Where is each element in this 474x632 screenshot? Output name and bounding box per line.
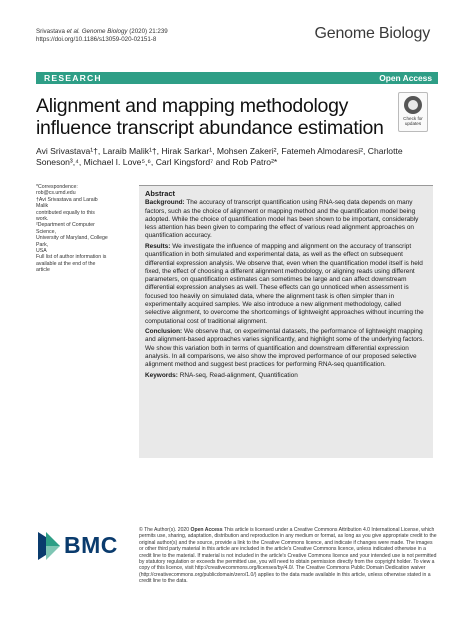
abstract-results: Results: We investigate the influence of mapping and alignment on the accuracy of transcript quantification in both simulated and experimental data, as well as the effect on subsequent differential expression analysis. We observe that, even when the quantification model itself is held fixed, the effect of choosing a different alignment methodology, or aligning reads using different parameters, on quantification estimates can sometimes be large and can affect downstream differential expression analyses as well. These effects can go unnoticed when assessment is focused too heavily on simulated data, where the alignment task is often simpler than in experimentally acquired samples. We also introduce a new alignment methodology, called selective alignment, to overcome the shortcomings of lightweight approaches without incurring the computational cost of traditional alignment. (145, 242, 424, 325)
badge-label: Check for updates (403, 116, 423, 127)
doi-link[interactable]: https://doi.org/10.1186/s13059-020-02151-8 (36, 36, 157, 43)
journal-name: Genome Biology (314, 25, 430, 42)
abstract-conclusion: Conclusion: We observe that, on experimental datasets, the performance of lightweight mapping and alignment-based approaches varies significantly, and highlight some of the underlying factors. We show this variation both in terms of quantification and downstream differential expression analysis. In all comparisons, we also show the improved performance of our proposed selective alignment method and suggest best practices for performing RNA-seq quantification. (145, 328, 425, 369)
article-type-bar (36, 72, 438, 84)
article-type-label: RESEARCH (44, 73, 102, 83)
update-check-icon (404, 96, 422, 114)
author-list: Avi Srivastava¹†, Laraib Malik¹†, Hirak Sarkar¹, Mohsen Zakeri², Fatemeh Almodaresi², Charlotte Soneson³,⁴, Michael I. Love⁵,⁶, Carl Kingsford⁷ and Rob Patro²* (36, 146, 403, 167)
license-statement: © The Author(s). 2020 Open Access This article is licensed under a Creative Commons Attribution 4.0 International License, which permits use, sharing, adaptation, distribution and reproduction in any medium or format, as long as you give appropriate credit to the original author(s) and the source, provide a link to the Creative Commons licence, and indicate if changes were made. The images or other third party material in this article are included in the article's Creative Commons licence, unless indicated otherwise in a credit line to the material. If material is not included in the article's Creative Commons licence and your intended use is not permitted by statutory regulation or exceeds the permitted use, you will need to obtain permission directly from the copyright holder. To view a copy of this licence, visit http://creativecommons.org/licenses/by/4.0/. The Creative Commons Public Domain Dedication waiver (http://creativecommons.org/publicdomain/zero/1.0/) applies to the data made available in this article, unless otherwise stated in a credit line to the data. (139, 527, 437, 585)
open-access-label: Open Access (379, 73, 432, 83)
note-line: ²Department of Computer Science, (36, 222, 95, 235)
note-line: available at the end of the article (36, 260, 96, 274)
abstract-box (139, 185, 433, 458)
correspondence-email[interactable]: *Correspondence: rob@cs.umd.edu (36, 184, 78, 197)
citation-header (36, 28, 296, 44)
citation-journal: et al. Genome Biology (66, 28, 128, 35)
check-for-updates-badge[interactable] (398, 92, 428, 132)
article-title: Alignment and mapping methodology influence transcript abundance estimation (36, 95, 384, 139)
citation-author: Srivastava (36, 28, 67, 35)
note-line: †Avi Srivastava and Laraib Malik (36, 196, 98, 210)
citation-year-volume: (2020) 21:239 (127, 28, 168, 35)
note-line: USA (36, 248, 47, 255)
note-line: University of Maryland, College Park, (36, 235, 108, 248)
open-access-note: Open Access (190, 527, 223, 533)
abstract-keywords: Keywords: RNA-seq, Read-alignment, Quantification (145, 371, 298, 379)
abstract-heading: Abstract (145, 189, 175, 198)
correspondence-notes (36, 184, 108, 274)
abstract-background: Background: The accuracy of transcript quantification using RNA-seq data depends on many factors, such as the choice of alignment or mapping method and the quantification model being adopted. While the choice of quantification model has been shown to be important, considerably less attention has been given to comparing the effect of various read alignment approaches on quantification accuracy. (145, 199, 419, 240)
note-line: contributed equally to this work. (36, 209, 95, 223)
bmc-logo-text: BMC (64, 532, 118, 558)
note-line: Full list of author information is (36, 254, 107, 261)
